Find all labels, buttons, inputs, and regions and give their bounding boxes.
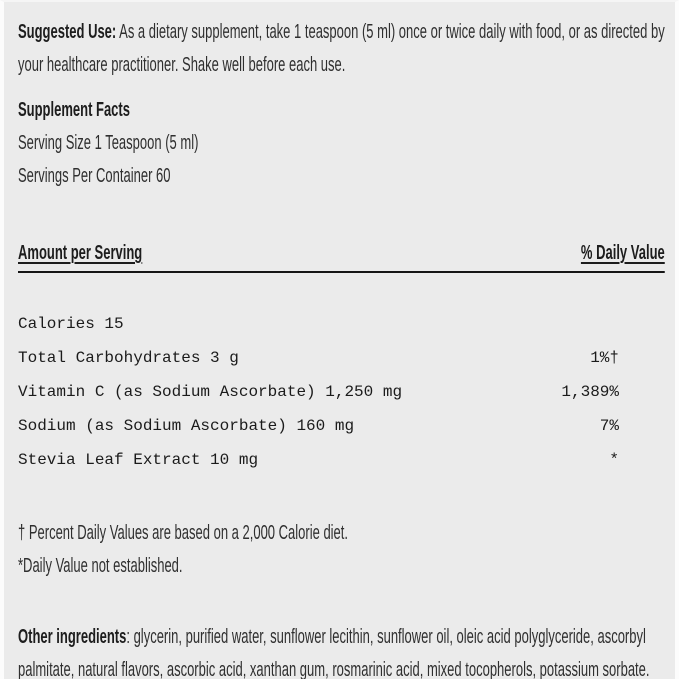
facts-header-row [18, 237, 665, 273]
table-row [18, 307, 619, 341]
servings-per-container: Servings Per Container 60 [18, 165, 171, 187]
other-ingredients [18, 621, 665, 679]
nutrient-name: Stevia Leaf Extract 10 mg [18, 451, 259, 469]
nutrient-name: Calories 15 [18, 315, 124, 333]
nutrient-name: Sodium (as Sodium Ascorbate) 160 mg [18, 417, 355, 435]
nutrient-daily-value: 7% [599, 417, 619, 435]
other-ingredients-text: : glycerin, purified water, sunflower lecithin, sunflower oil, oleic acid polyglyceride, ascorbyl palmitate, natural flavors, ascorbic acid, xanthan gum, rosmarinic acid, mixed tocopherols, potassium sorbate. [18, 626, 650, 679]
other-ingredients-heading: Other ingredients [18, 626, 127, 648]
supplement-facts-title: Supplement Facts [18, 99, 130, 121]
facts-table [18, 307, 619, 477]
nutrient-daily-value: * [609, 451, 619, 469]
suggested-use-text: As a dietary supplement, take 1 teaspoon (5 ml) once or twice daily with food, or as directed by your healthcare practitioner. Shake well before each use. [18, 21, 665, 76]
suggested-use-heading: Suggested Use: [18, 21, 117, 43]
nutrient-daily-value: 1,389% [561, 383, 619, 401]
nutrient-name: Vitamin C (as Sodium Ascorbate) 1,250 mg [18, 383, 403, 401]
footnote-dv-not-established: *Daily Value not established. [18, 555, 183, 577]
table-row [18, 443, 619, 477]
table-row [18, 341, 619, 375]
footnotes [18, 517, 665, 583]
table-row [18, 409, 619, 443]
footnote-daily-values: † Percent Daily Values are based on a 2,000 Calorie diet. [18, 522, 349, 544]
nutrient-daily-value: 1%† [590, 349, 619, 367]
table-row [18, 375, 619, 409]
nutrient-name: Total Carbohydrates 3 g [18, 349, 239, 367]
serving-size: Serving Size 1 Teaspoon (5 ml) [18, 132, 199, 154]
amount-per-serving-header: Amount per Serving [18, 242, 143, 264]
daily-value-header: % Daily Value [580, 242, 665, 264]
suggested-use [18, 16, 665, 82]
